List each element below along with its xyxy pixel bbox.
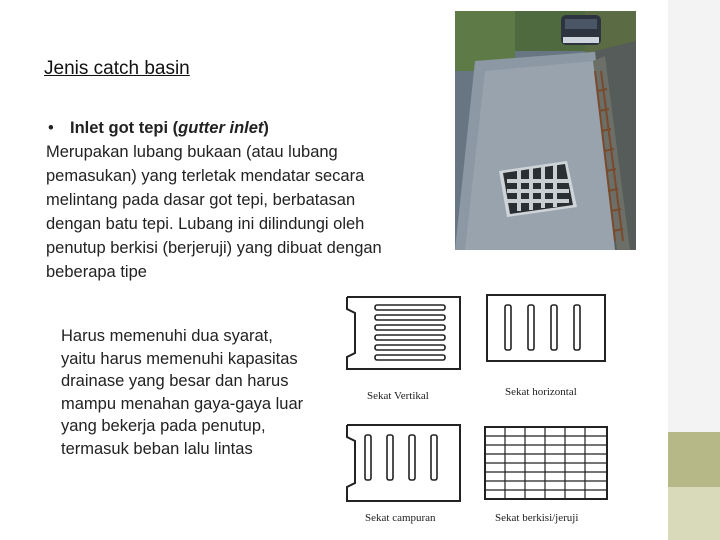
bullet-lead-end: ) — [263, 119, 269, 137]
street-inlet-photo — [455, 11, 636, 250]
label-vertical: Sekat Vertikal — [367, 390, 429, 402]
label-mixed: Sekat campuran — [365, 512, 436, 524]
bullet-symbol: • — [48, 119, 54, 137]
bullet-lead: Inlet got tepi ( — [70, 119, 179, 137]
grate-types-diagram — [335, 287, 618, 535]
bullet-paragraph: Merupakan lubang bukaan (atau lubang pemasukan) yang terletak mendatar secara melintang pada dasar got tepi, berbatasan dengan batu tepi. Lubang ini dilindungi oleh penutup berkisi (berjeruji) yang dibuat dengan beberapa tipe — [46, 143, 382, 281]
right-decor-block-light — [668, 487, 720, 540]
label-horizontal: Sekat horizontal — [505, 386, 577, 398]
requirements-note: Harus memenuhi dua syarat, yaitu harus memenuhi kapasitas drainase yang besar dan harus mampu menahan gaya-gaya luar yang bekerja pada penutup, termasuk beban lalu lintas — [61, 327, 304, 458]
bullet-block — [46, 116, 391, 284]
bullet-heading — [46, 116, 391, 140]
label-grid: Sekat berkisi/jeruji — [495, 512, 579, 524]
bullet-lead-italic: gutter inlet — [178, 119, 264, 137]
slide-title: Jenis catch basin — [44, 58, 190, 79]
right-decor-block-olive — [668, 432, 720, 487]
